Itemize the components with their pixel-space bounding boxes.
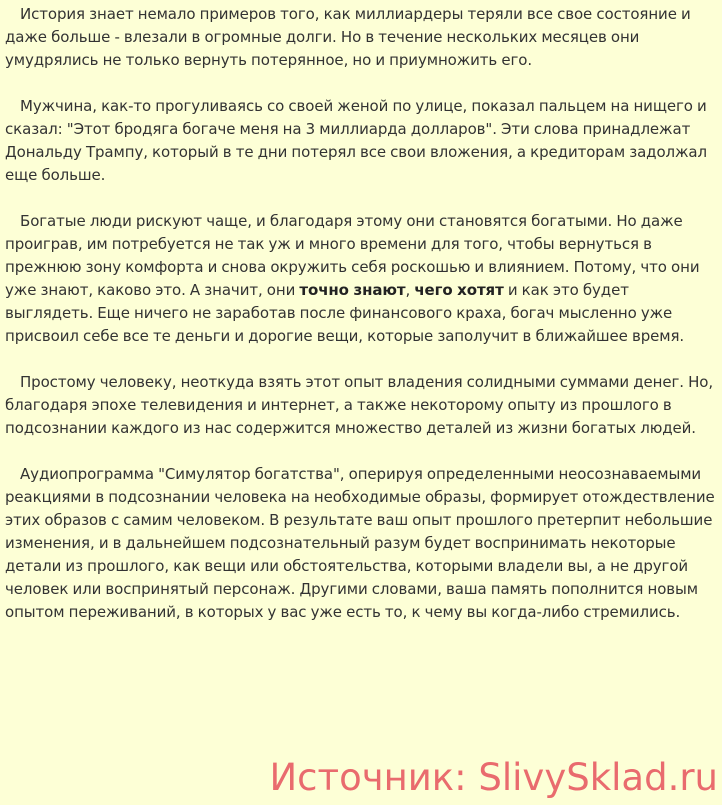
source-watermark: Источник: SlivySklad.ru [269, 756, 718, 799]
emphasis-know-exactly: точно знают [299, 281, 406, 299]
paragraph-audio-program: Аудиопрограмма "Симулятор богатства", оперируя определенными неосознаваемыми реакциями в подсознании человека на необходимые образы, формирует отождествление этих образов с самим человеком. В результате ваш опыт прошлого претерпит небольшие изменения, и в дальнейшем подсознательный разум будет воспринимать некоторые детали из прошлого, как вещи или обстоятельства, которыми владели вы, а не другой человек или воспринятый персонаж. Другими словами, ваша память пополнится новым опытом переживаний, в которых у вас уже есть то, к чему вы когда-либо стремились. [5, 465, 715, 621]
paragraph-rich-take-risks [5, 210, 717, 348]
article-body [5, 3, 717, 647]
emphasis-what-they-want: чего хотят [414, 281, 504, 299]
paragraph-text-comma: , [405, 281, 415, 299]
paragraph-trump-story: Мужчина, как-то прогуливаясь со своей женой по улице, показал пальцем на нищего и сказал: "Этот бродяга богаче меня на 3 миллиарда долларов". Эти слова принадлежат Дональду Трампу, который в те дни потерял все свои вложения, а кредиторам задолжал еще больше. [5, 97, 707, 184]
paragraph-text-start: Богатые люди рискуют чаще, и благодаря этому они становятся богатыми. Но даже проиграв, им потребуется не так уж и много времени для того, чтобы вернуться в прежнюю зону комфорта и снова окружить себя роскошью и влиянием. Потому, что они уже знают, каково это. А значит, они [5, 212, 700, 299]
paragraph-text-end: и как это будет выглядеть. Еще ничего не заработав после финансового краха, богач мысленно уже присвоил себе все те деньги и дорогие вещи, которые заполучит в ближайшее время. [5, 281, 685, 345]
paragraph-billionaires-history: История знает немало примеров того, как миллиардеры теряли все свое состояние и даже больше - влезали в огромные долги. Но в течение нескольких месяцев они умудрялись не только вернуть потерянное, но и приумножить его. [5, 5, 691, 69]
paragraph-ordinary-person: Простому человеку, неоткуда взять этот опыт владения солидными суммами денег. Но, благодаря эпохе телевидения и интернет, а также некоторому опыту из прошлого в подсознании каждого из нас содержится множество деталей из жизни богатых людей. [5, 373, 714, 437]
